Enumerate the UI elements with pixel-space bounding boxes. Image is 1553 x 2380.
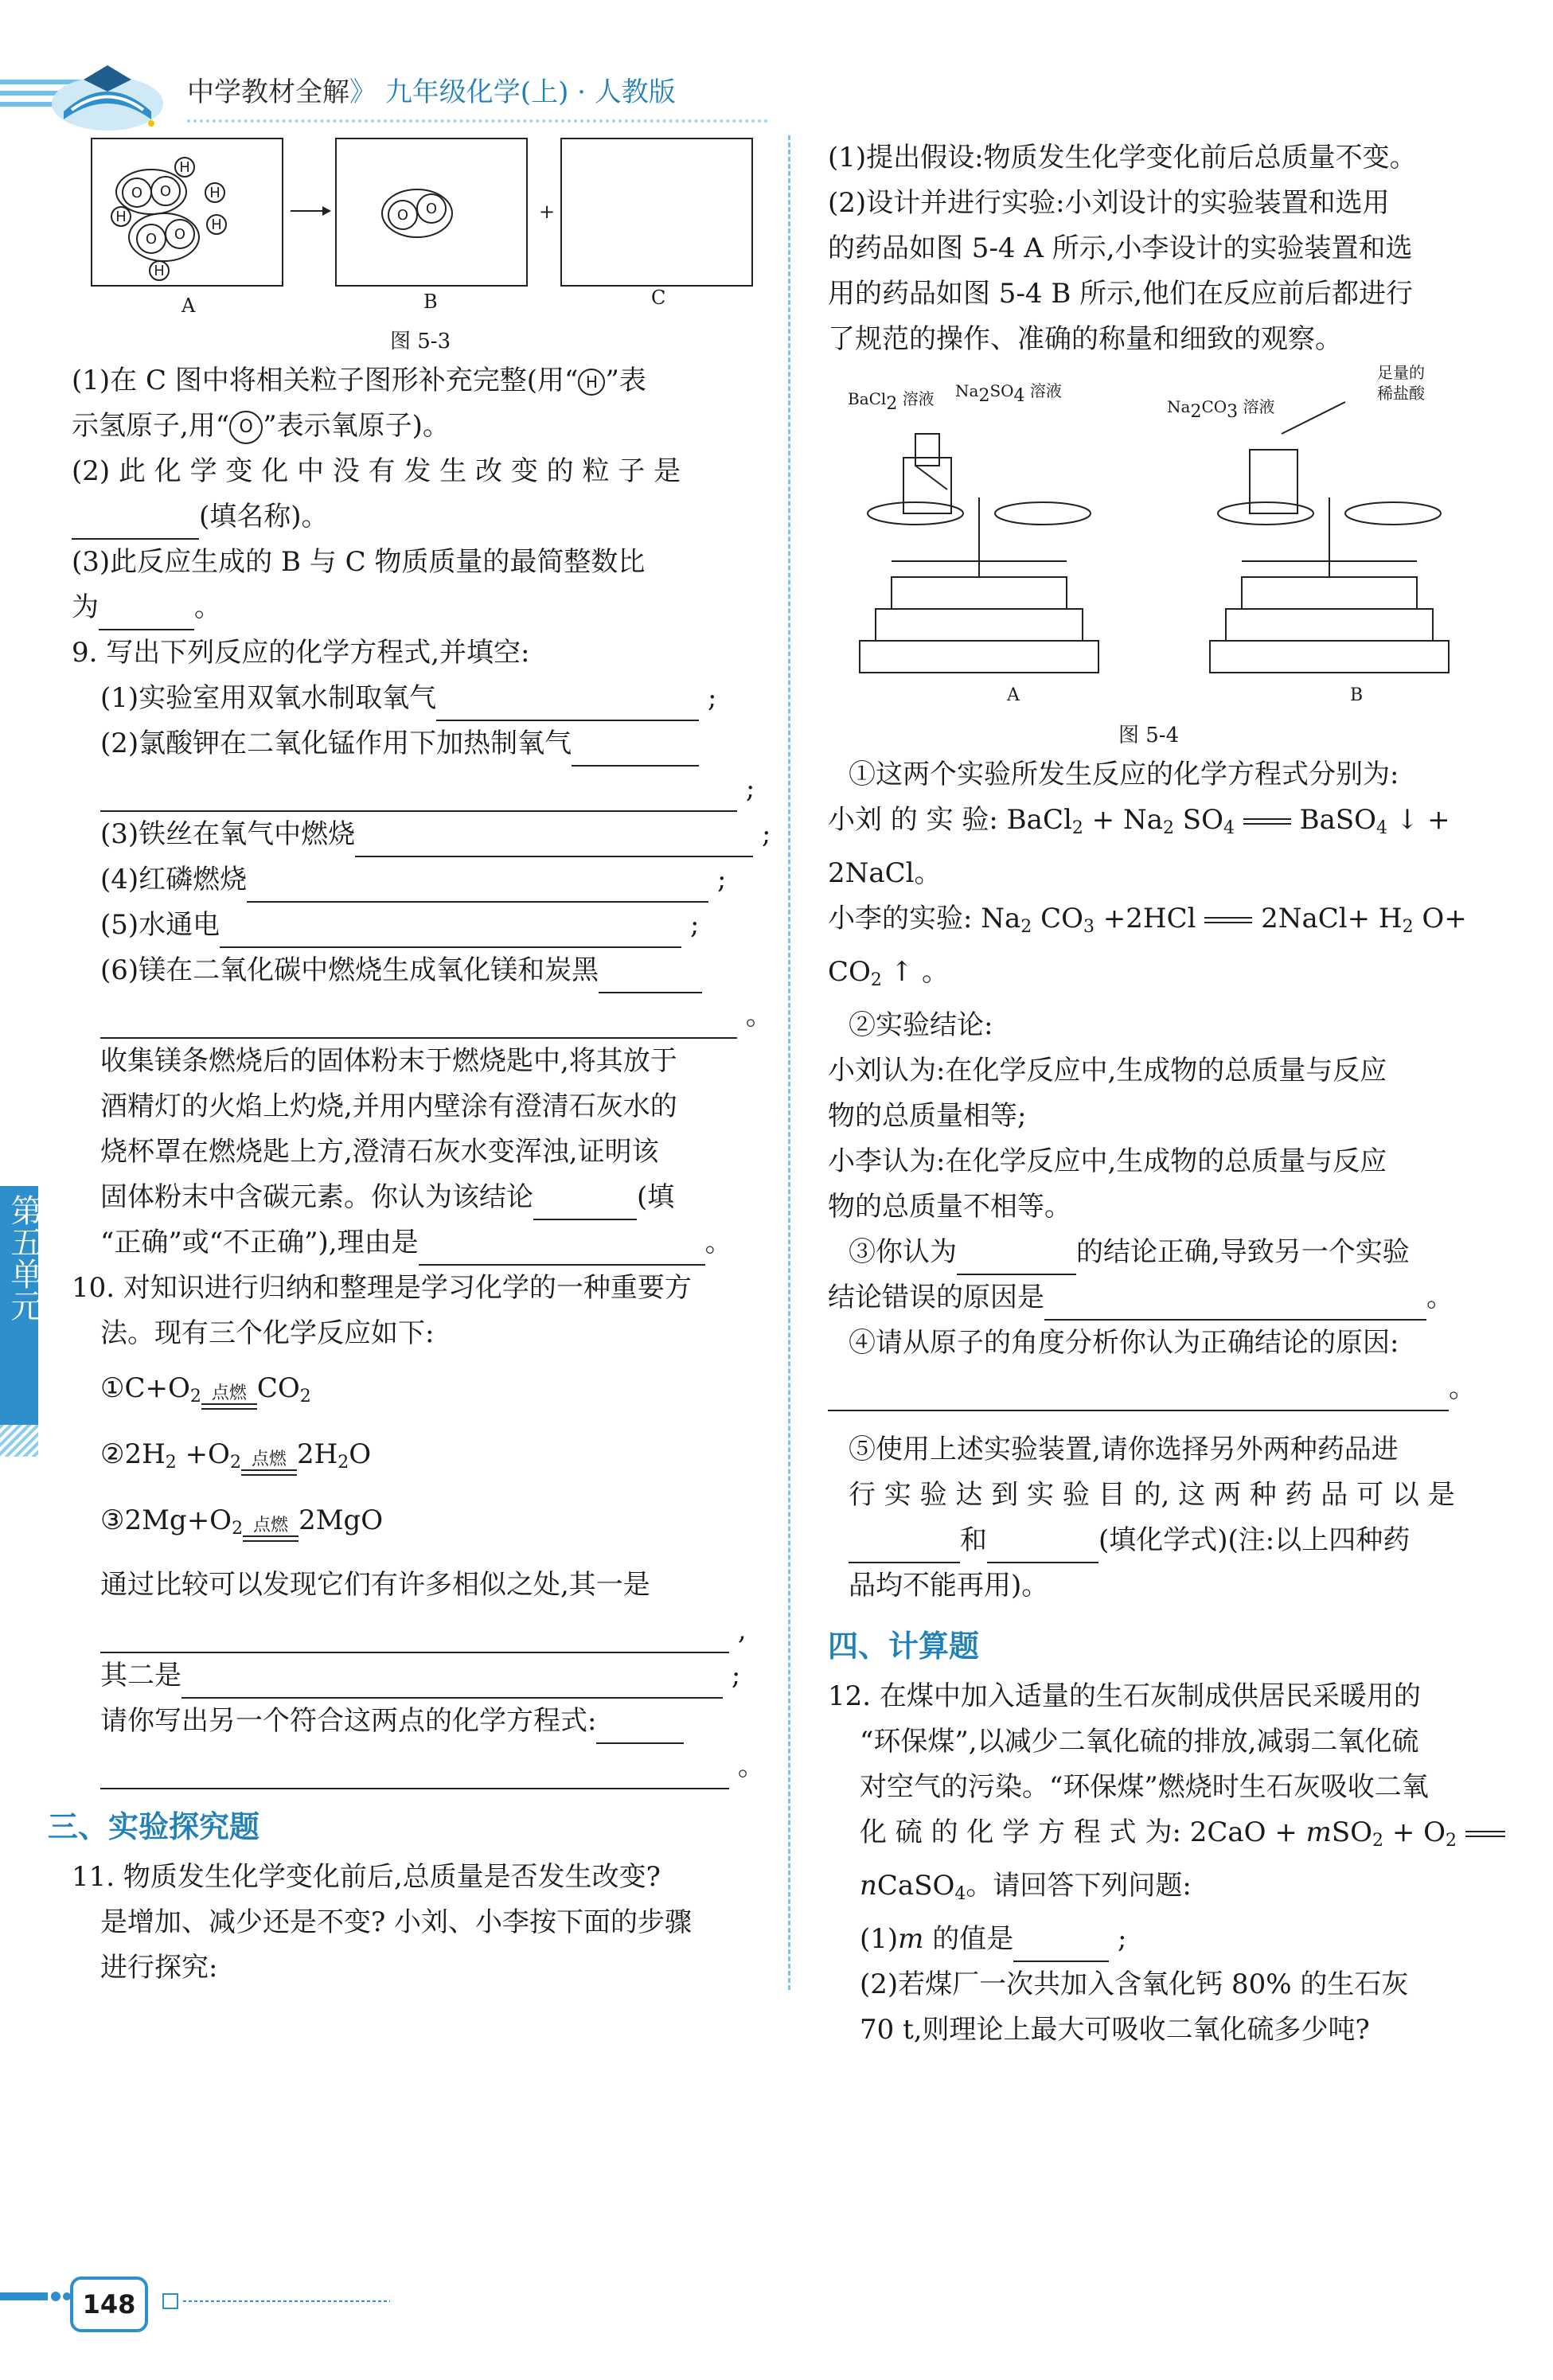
fig54-label-a: A	[1007, 685, 1020, 705]
e-line9: 小李认为:在化学反应中,生成物的总质量与反应	[828, 1145, 1387, 1177]
header-grade: 九年级化学(上)	[384, 76, 569, 108]
reaction-3: $③2Mg+O_2$ 点燃 2MgO	[48, 1498, 764, 1551]
fig54-caption: 图 5-4	[1118, 724, 1180, 747]
q12-line3: 对空气的污染。“环保煤”燃烧时生石灰吸收二氧	[860, 1771, 1429, 1803]
svg-text:O: O	[145, 231, 158, 248]
o-atom-icon: O	[229, 411, 263, 444]
label-na2co3: Na2CO3 溶液	[1167, 397, 1275, 422]
q10-line5: 请你写出另一个符合这两点的化学方程式:	[48, 1699, 764, 1744]
q12-line1: 12. 在煤中加入适量的生石灰制成供居民采暖用的	[828, 1680, 1421, 1712]
svg-text:O: O	[174, 226, 186, 243]
header-series: 中学教材全解	[187, 76, 349, 108]
e-line8: 物的总质量相等;	[828, 1100, 1027, 1132]
q9-4: (4)红磷燃烧 ;	[48, 857, 764, 903]
header-title	[187, 70, 676, 109]
q8-2-line1: (2) 此 化 学 变 化 中 没 有 发 生 改 变 的 粒 子 是	[72, 455, 681, 487]
fig54-label-b: B	[1350, 685, 1364, 705]
condition-ignite-2: 点燃	[241, 1450, 297, 1485]
q12-line2: “环保煤”,以减少二氧化硫的排放,减弱二氧化硫	[860, 1726, 1419, 1758]
q9-2-blank-2[interactable]	[100, 778, 737, 812]
q8-2-line2: (填名称)。	[48, 494, 764, 540]
balance-a-drawing	[860, 434, 1098, 673]
equals-sign-1	[1243, 818, 1291, 825]
fig53-label-b: B	[423, 291, 438, 313]
column-divider	[788, 135, 790, 1990]
right-column	[828, 135, 1512, 2053]
balance-b-drawing	[1210, 402, 1449, 673]
q10-blank-2[interactable]	[181, 1665, 723, 1699]
q10-blank-1-line: ,	[48, 1608, 764, 1653]
svg-text:O: O	[131, 185, 143, 201]
q9-1-blank[interactable]	[436, 688, 699, 721]
q9-2-blank[interactable]	[572, 733, 699, 767]
condition-ignite-3: 点燃	[243, 1516, 299, 1551]
e-line15: ⑤使用上述实验装置,请你选择另外两种药品进	[849, 1434, 1399, 1465]
svg-text:H: H	[211, 217, 222, 233]
q9-6-blank[interactable]	[599, 960, 702, 993]
header-separator: 》	[349, 76, 377, 108]
q10-line1: 10. 对知识进行归纳和整理是学习化学的一种重要方	[72, 1272, 692, 1304]
q9-2: (2)氯酸钾在二氧化锰作用下加热制氧气	[48, 721, 764, 767]
q12-line6: (1)m 的值是 ;	[828, 1917, 1512, 1962]
label-bacl2: BaCl2 溶液	[848, 389, 935, 414]
q9-5: (5)水通电 ;	[48, 903, 764, 948]
q9-para-2: 酒精灯的火焰上灼烧,并用内壁涂有澄清石灰水的	[100, 1091, 677, 1122]
correct-person-blank[interactable]	[957, 1242, 1076, 1275]
reaction-2: $②2H_2 +O_2$ 点燃 $2H_2O$	[48, 1432, 764, 1485]
q12-line4: 化 硫 的 化 学 方 程 式 为: $2CaO + mSO_2 + O_2$	[828, 1810, 1512, 1863]
section-4-title: 四、计算题	[828, 1629, 980, 1664]
q9-para-4: 固体粉末中含碳元素。你认为该结论 (填	[48, 1175, 764, 1220]
q9-conclusion-blank[interactable]	[533, 1187, 637, 1220]
e-line11: ③你认为 的结论正确,导致另一个实验	[828, 1230, 1512, 1275]
q9-3: (3)铁丝在氧气中燃烧 ;	[48, 812, 764, 857]
page-header	[0, 48, 1553, 135]
q11-line1: 11. 物质发生化学变化前后,总质量是否发生改变?	[72, 1861, 661, 1893]
equals-sign-2	[1204, 917, 1252, 923]
r-line1: (1)提出假设:物质发生化学变化前后总质量不变。	[828, 142, 1417, 174]
section-3-title: 三、实验探究题	[48, 1809, 260, 1844]
q9-3-blank[interactable]	[355, 824, 753, 857]
q8-3-line2: 为 。	[48, 585, 764, 630]
r-line5: 了规范的操作、准确的称量和细致的观察。	[828, 323, 1342, 355]
e-line12: 结论错误的原因是 。	[828, 1275, 1512, 1321]
q9-reason-blank[interactable]	[419, 1232, 705, 1266]
e-line17: 和 (填化学式)(注:以上四种药	[828, 1518, 1512, 1563]
fig53-plus: +	[539, 201, 556, 223]
q9-1: (1)实验室用双氧水制取氧气 ;	[48, 676, 764, 721]
condition-ignite-1: 点燃	[201, 1384, 257, 1419]
q11-line3: 进行探究:	[100, 1952, 218, 1984]
r-line4: 用的药品如图 5-4 B 所示,他们在反应前后都进行	[828, 278, 1413, 310]
svg-text:O: O	[159, 183, 172, 200]
q9-para-3: 烧杯罩在燃烧匙上方,澄清石灰水变浑浊,证明该	[100, 1136, 659, 1168]
q9-title: 9. 写出下列反应的化学方程式,并填空:	[72, 637, 530, 669]
q9-4-blank[interactable]	[247, 869, 708, 903]
atom-reason-blank[interactable]	[828, 1378, 1449, 1411]
e-line10: 物的总质量不相等。	[828, 1191, 1071, 1223]
q8-3-blank[interactable]	[99, 597, 194, 630]
unit-tab-label: 第五单元	[6, 1194, 42, 1321]
e-line4: 小李的实验: $Na_2$ $CO_3 +2HCl$ 2NaCl+ $H_2$ O+	[828, 903, 1467, 937]
figure-5-4	[828, 362, 1512, 752]
reagent-1-blank[interactable]	[849, 1530, 960, 1563]
q12-line7: (2)若煤厂一次共加入含氧化钙 80% 的生石灰	[860, 1968, 1409, 2000]
header-dotted-line	[187, 119, 768, 123]
fig53-label-a: A	[181, 295, 196, 317]
q9-6-cont: 。	[48, 993, 764, 1039]
reagent-2-blank[interactable]	[987, 1530, 1098, 1563]
page-footer	[0, 2261, 478, 2340]
q11-line2: 是增加、减少还是不变? 小刘、小李按下面的步骤	[100, 1906, 693, 1938]
q9-5-blank[interactable]	[220, 915, 681, 948]
e-line13: ④请从原子的角度分析你认为正确结论的原因:	[849, 1327, 1399, 1359]
fig53-label-c: C	[651, 287, 666, 309]
svg-text:O: O	[396, 207, 409, 224]
q9-6: (6)镁在二氧化碳中燃烧生成氧化镁和炭黑	[48, 948, 764, 993]
q10-blank-1[interactable]	[100, 1620, 729, 1653]
q10-blank-4[interactable]	[100, 1756, 729, 1789]
h-atom-icon: H	[578, 369, 605, 396]
unit-tab-hatch	[0, 1425, 38, 1457]
e-line3: 2NaCl。	[828, 857, 942, 889]
page-number: 148	[70, 2277, 148, 2332]
error-reason-blank[interactable]	[1044, 1287, 1426, 1321]
label-na2so4: Na2SO4 溶液	[955, 381, 1062, 406]
label-acid: 足量的 稀盐酸	[1377, 363, 1425, 403]
q10-line3: 通过比较可以发现它们有许多相似之处,其一是	[100, 1569, 650, 1601]
svg-text:O: O	[425, 201, 438, 217]
q12-line5: nCaSO$_4$。请回答下列问题:	[860, 1870, 1192, 1904]
q12-line8: 70 t,则理论上最大可吸收二氧化硫多少吨?	[860, 2014, 1370, 2046]
svg-text:H: H	[179, 159, 190, 176]
e-line6: ②实验结论:	[849, 1009, 993, 1041]
m-value-blank[interactable]	[1013, 1929, 1109, 1962]
unit-side-tab	[0, 1186, 42, 1425]
q9-para-1: 收集镁条燃烧后的固体粉末于燃烧匙中,将其放于	[100, 1045, 677, 1077]
e-line7: 小刘认为:在化学反应中,生成物的总质量与反应	[828, 1055, 1387, 1087]
q10-blank-3[interactable]	[596, 1711, 684, 1744]
q8-1-line2: 示氢原子,用“ O ”表示氧原子)。	[48, 404, 764, 449]
fig53-caption: 图 5-3	[390, 330, 451, 353]
left-column	[48, 135, 773, 1991]
q8-2-blank[interactable]	[72, 506, 199, 540]
svg-text:H: H	[154, 263, 165, 279]
e-line2: 小刘 的 实 验: BaCl$_2$ + $Na_2$ $SO_4$ BaSO$_4$ ↓ +	[828, 804, 1450, 838]
q9-6-blank-2[interactable]	[100, 1005, 737, 1039]
r-line3: 的药品如图 5-4 A 所示,小李设计的实验装置和选	[828, 232, 1413, 264]
header-edition: · 人教版	[577, 76, 676, 108]
e-line5: $CO_2$ ↑ 。	[828, 956, 949, 990]
q10-blank-4-line: 。	[48, 1744, 764, 1789]
figure-5-3	[48, 135, 764, 358]
q8-3-line1: (3)此反应生成的 B 与 C 物质质量的最简整数比	[72, 546, 646, 578]
svg-text:H: H	[209, 185, 220, 201]
book-logo-icon	[48, 56, 167, 135]
q8-1-line1: (1)在 C 图中将相关粒子图形补充完整(用“ H ”表	[72, 365, 646, 396]
e-line14: 。	[828, 1366, 1512, 1411]
reaction-1: $①C+O_2$ 点燃 $CO_2$	[48, 1366, 764, 1419]
e-line16: 行 实 验 达 到 实 验 目 的, 这 两 种 药 品 可 以 是	[849, 1479, 1455, 1511]
equals-sign-3	[1465, 1831, 1505, 1837]
e-line18: 品均不能再用)。	[849, 1570, 1049, 1602]
q9-para-5: “正确”或“不正确”),理由是 。	[48, 1220, 764, 1266]
q10-line2: 法。现有三个化学反应如下:	[100, 1317, 435, 1349]
r-line2: (2)设计并进行实验:小刘设计的实验装置和选用	[828, 187, 1390, 219]
e-line1: ①这两个实验所发生反应的化学方程式分别为:	[849, 759, 1399, 790]
svg-text:H: H	[115, 209, 127, 225]
q9-2-cont: ;	[48, 767, 764, 812]
q10-line4: 其二是 ;	[48, 1653, 764, 1699]
